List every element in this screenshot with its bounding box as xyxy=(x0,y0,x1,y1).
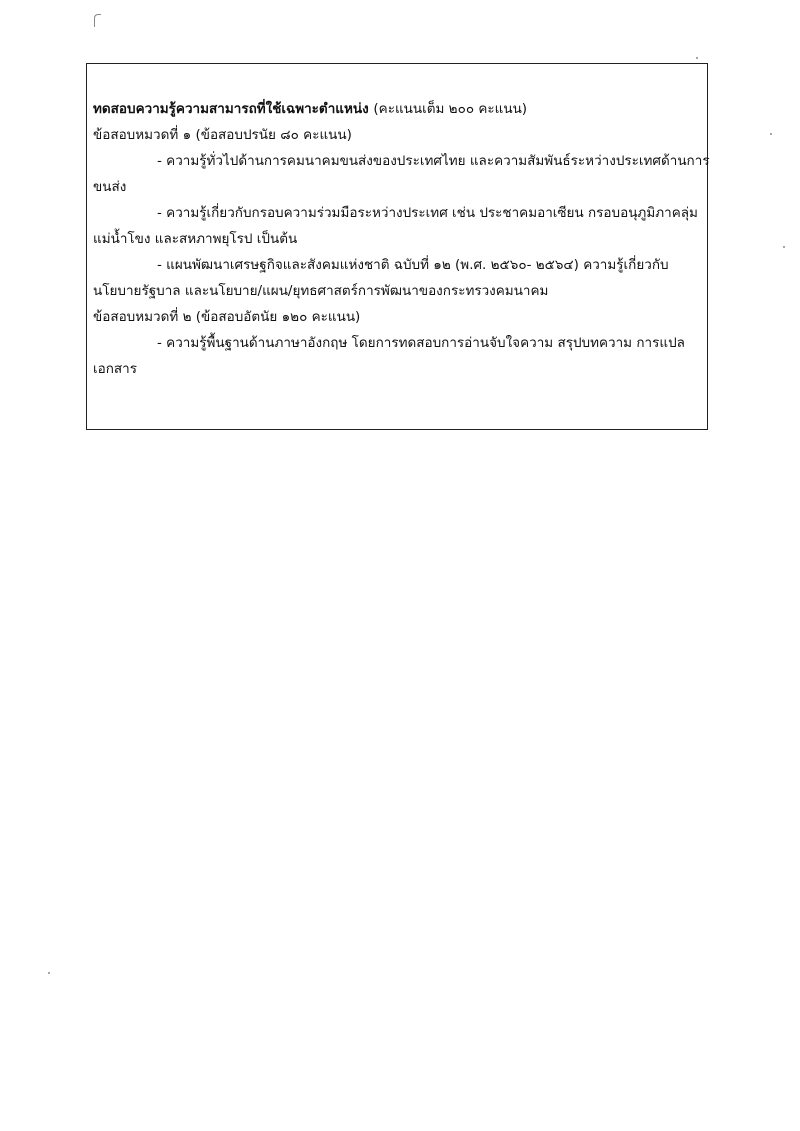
section2-item1-line2: เอกสาร xyxy=(93,361,137,377)
exam-title-score: (คะแนนเต็ม ๒๐๐ คะแนน) xyxy=(373,101,528,117)
section2-heading: ข้อสอบหมวดที่ ๒ (ข้อสอบอัตนัย ๑๒๐ คะแนน) xyxy=(93,309,361,325)
section1-item2-line2: แม่น้ำโขง และสหภาพยุโรป เป็นต้น xyxy=(93,231,298,247)
scan-speck xyxy=(48,972,50,974)
scan-speck xyxy=(696,57,698,59)
section1-item1-line1: - ความรู้ทั่วไปด้านการคมนาคมขนส่งของประเทศไทย และความสัมพันธ์ระหว่างประเทศด้านการ xyxy=(157,153,710,169)
section1-item1-line2: ขนส่ง xyxy=(93,179,127,195)
section1-item2-line1: - ความรู้เกี่ยวกับกรอบความร่วมมือระหว่างประเทศ เช่น ประชาคมอาเซียน กรอบอนุภูมิภาคลุ่ม xyxy=(157,205,698,221)
section1-item3-line1: - แผนพัฒนาเศรษฐกิจและสังคมแห่งชาติ ฉบับที่ ๑๒ (พ.ศ. ๒๕๖๐- ๒๕๖๔) ความรู้เกี่ยวกับ xyxy=(157,257,669,273)
scan-speck xyxy=(783,246,785,248)
exam-title-text: ทดสอบความรู้ความสามารถที่ใช้เฉพาะตำแหน่ง xyxy=(93,101,369,117)
section1-item3-line2: นโยบายรัฐบาล และนโยบาย/แผน/ยุทธศาสตร์การพัฒนาของกระทรวงคมนาคม xyxy=(93,283,549,299)
exam-title xyxy=(93,96,701,122)
section1-heading: ข้อสอบหมวดที่ ๑ (ข้อสอบปรนัย ๘๐ คะแนน) xyxy=(93,127,352,143)
scan-corner-mark xyxy=(94,14,101,27)
scan-speck xyxy=(770,133,772,135)
exam-content-box xyxy=(86,63,708,430)
section2-item1-line1: - ความรู้พื้นฐานด้านภาษาอังกฤษ โดยการทดสอบการอ่านจับใจความ สรุปบทความ การแปล xyxy=(157,335,685,351)
